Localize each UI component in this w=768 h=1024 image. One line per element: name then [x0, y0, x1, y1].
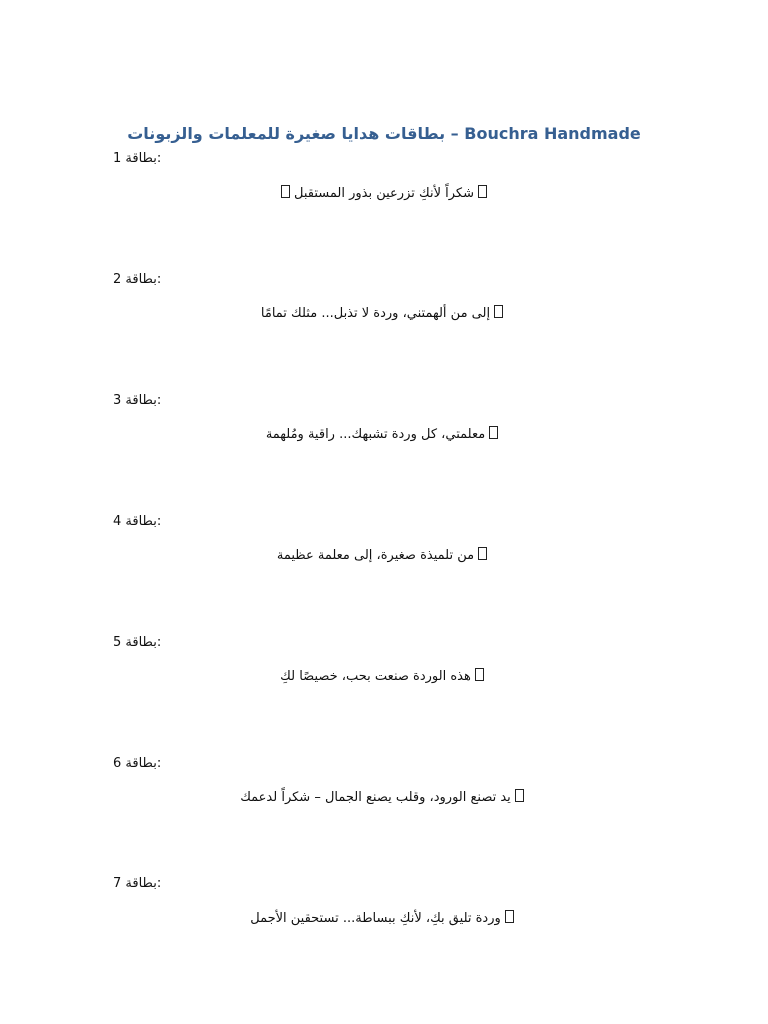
card-1-text: شكراً لأنكِ تزرعين بذور المستقبل [294, 186, 474, 201]
rose-icon [505, 910, 514, 923]
card-4-text-line [0, 547, 768, 563]
card-7-text: وردة تليق بكِ، لأنكِ ببساطة... تستحقين الأجمل [250, 911, 501, 926]
card-1-text-line [0, 185, 768, 201]
card-6-label: بطاقة 6: [113, 756, 162, 771]
title-arabic: بطاقات هدايا صغيرة للمعلمات والزبونات [127, 124, 446, 143]
card-5-text-line [0, 668, 768, 684]
rose-icon [489, 426, 498, 439]
card-2-text-line [0, 305, 768, 321]
card-3-label: بطاقة 3: [113, 393, 162, 408]
card-2-label: بطاقة 2: [113, 272, 162, 287]
title-separator: – [450, 124, 459, 143]
rose-icon [515, 789, 524, 802]
card-4-label: بطاقة 4: [113, 514, 162, 529]
card-5-label: بطاقة 5: [113, 635, 162, 650]
card-7-label: بطاقة 7: [113, 876, 162, 891]
card-7-text-line [0, 910, 768, 926]
card-4-text: من تلميذة صغيرة، إلى معلمة عظيمة [276, 548, 475, 563]
card-3-text-line [0, 426, 768, 442]
document-title [0, 124, 768, 143]
rose-icon [478, 547, 487, 560]
card-1-label: بطاقة 1: [113, 151, 162, 166]
card-2-text: إلى من ألهمتني، وردة لا تذبل... مثلك تمامًا [260, 306, 491, 321]
card-3-text: معلمتي، كل وردة تشبهك... راقية ومُلهمة [265, 427, 486, 442]
rose-icon [494, 305, 503, 318]
card-6-text: يد تصنع الورود، وقلب يصنع الجمال – شكراً لدعمك [240, 790, 511, 805]
card-6-text-line [0, 789, 768, 805]
rose-icon [281, 185, 290, 198]
card-5-text: هذه الوردة صنعت بحب، خصيصًا لكِ [280, 669, 471, 684]
title-brand: Bouchra Handmade [464, 124, 641, 143]
rose-icon [475, 668, 484, 681]
rose-icon [478, 185, 487, 198]
